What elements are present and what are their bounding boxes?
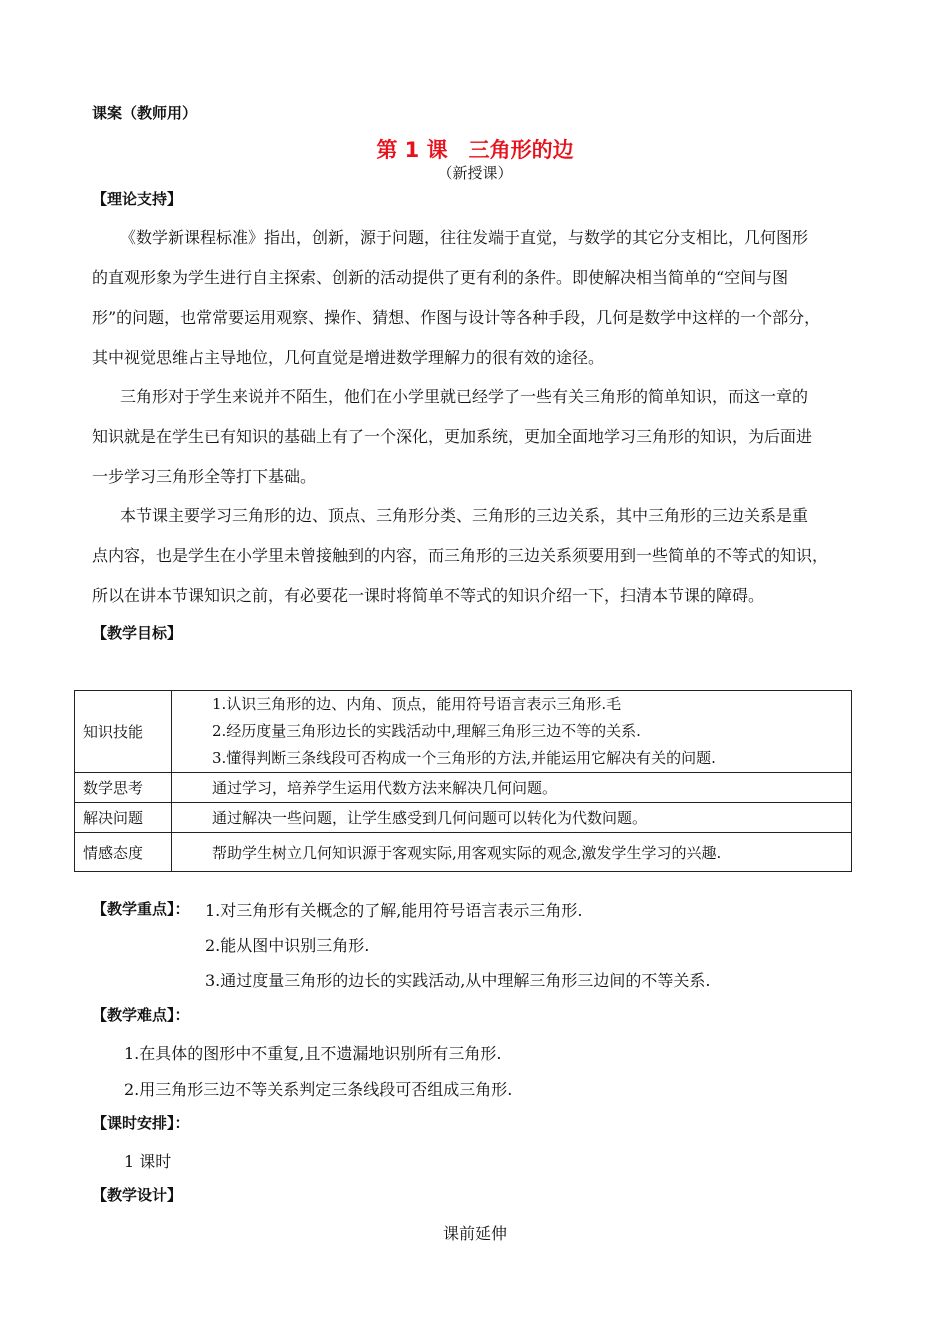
- paragraph-line: 点内容，也是学生在小学里未曾接触到的内容，而三角形的三边关系须要用到一些简单的不等式的知识，: [92, 546, 829, 565]
- difficulty-item: 1.在具体的图形中不重复,且不遗漏地识别所有三角形.: [124, 1044, 502, 1063]
- goals-header: 【教学目标】: [92, 624, 183, 642]
- table-cell-label: 解决问题: [75, 803, 172, 833]
- table-row: [75, 833, 852, 872]
- table-cell-label: 知识技能: [75, 691, 172, 773]
- theory-header: 【理论支持】: [92, 190, 183, 208]
- paragraph-line: 其中视觉思维占主导地位，几何直觉是增进数学理解力的很有效的途径。: [92, 348, 605, 367]
- paragraph-line: 三角形对于学生来说并不陌生，他们在小学里就已经学了一些有关三角形的简单知识，而这一章的: [120, 387, 809, 406]
- table-cell-content: [172, 691, 852, 773]
- schedule-value: 1 课时: [124, 1152, 172, 1171]
- schedule-header: 【课时安排】：: [92, 1114, 190, 1132]
- page-subtitle: （新授课）: [437, 164, 513, 182]
- table-cell-content: 通过学习，培养学生运用代数方法来解决几何问题。: [172, 773, 852, 803]
- paragraph-line: 本节课主要学习三角形的边、顶点、三角形分类、三角形的三边关系，其中三角形的三边关系是重: [120, 506, 809, 525]
- paragraph-line: 形”的问题，也常常要运用观察、操作、猜想、作图与设计等各种手段，几何是数学中这样的一个部分，: [92, 308, 821, 327]
- table-row: [75, 691, 852, 773]
- page-title: 第 1 课 三角形的边: [376, 138, 574, 162]
- design-header: 【教学设计】: [92, 1186, 183, 1204]
- difficulties-header: 【教学难点】：: [92, 1006, 190, 1024]
- paragraph-line: 的直观形象为学生进行自主探索、创新的活动提供了更有利的条件。即使解决相当简单的“空间与图: [92, 268, 789, 287]
- doc-type-label: 课案（教师用）: [92, 104, 198, 122]
- goal-item: 2.经历度量三角形边长的实践活动中,理解三角形三边不等的关系.: [212, 722, 641, 740]
- goal-item: 3.懂得判断三条线段可否构成一个三角形的方法,并能运用它解决有关的问题.: [212, 749, 716, 767]
- table-cell-content: 通过解决一些问题，让学生感受到几何问题可以转化为代数问题。: [172, 803, 852, 833]
- table-cell-label: 情感态度: [75, 833, 172, 872]
- paragraph-line: 知识就是在学生已有知识的基础上有了一个深化，更加系统，更加全面地学习三角形的知识，为后面进: [92, 427, 813, 446]
- key-points-header: 【教学重点】：: [92, 900, 190, 918]
- paragraph-line: 所以在讲本节课知识之前，有必要花一课时将简单不等式的知识介绍一下，扫清本节课的障碍。: [92, 586, 765, 605]
- key-point-item: 1.对三角形有关概念的了解,能用符号语言表示三角形.: [205, 901, 583, 920]
- goal-item: 1.认识三角形的边、内角、顶点，能用符号语言表示三角形.毛: [212, 695, 622, 713]
- difficulty-item: 2.用三角形三边不等关系判定三条线段可否组成三角形.: [124, 1080, 513, 1099]
- table-row: [75, 773, 852, 803]
- design-subtitle: 课前延伸: [442, 1224, 507, 1243]
- table-cell-content: 帮助学生树立几何知识源于客观实际,用客观实际的观念,激发学生学习的兴趣.: [172, 833, 852, 872]
- goals-table: [74, 690, 852, 872]
- paragraph-line: 《数学新课程标准》指出，创新，源于问题，往往发端于直觉，与数学的其它分支相比，几何图形: [120, 228, 809, 247]
- table-cell-label: 数学思考: [75, 773, 172, 803]
- key-point-item: 3.通过度量三角形的边长的实践活动,从中理解三角形三边间的不等关系.: [205, 971, 711, 990]
- table-row: [75, 803, 852, 833]
- paragraph-line: 一步学习三角形全等打下基础。: [92, 467, 317, 486]
- key-point-item: 2.能从图中识别三角形.: [205, 936, 370, 955]
